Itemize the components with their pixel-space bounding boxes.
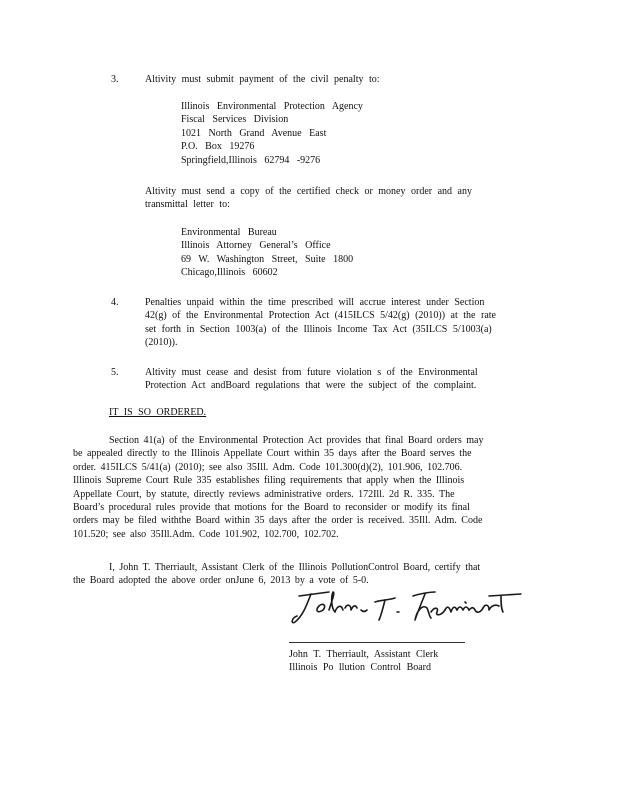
item-5-number: 5.: [111, 367, 119, 378]
item-5-line: Altivity must cease and desist from future violation s of the Environmental: [145, 367, 478, 378]
address-line: Environmental Bureau: [181, 227, 277, 238]
item-5-text: [145, 366, 478, 393]
item-4-line: set forth in Section 1003(a) of the Illinois Income Tax Act (35ILCS 5/1003(a): [145, 323, 492, 335]
address-line: Springfield,Illinois 62794 -9276: [181, 154, 321, 166]
address-line: 1021 North Grand Avenue East: [181, 127, 327, 139]
appeal-line: orders may be filed withthe Board within 35 days after the order is received. 35Ill. Adm. Code: [73, 515, 483, 527]
copy-address: [181, 226, 353, 280]
handwritten-signature: [289, 582, 529, 632]
appeal-paragraph: [73, 434, 483, 541]
item-5-line: Protection Act andBoard regulations that were the subject of the complaint.: [145, 380, 477, 392]
address-line: Illinois Attorney General’s Office: [181, 240, 331, 252]
signature-line: [289, 642, 465, 643]
address-line: 69 W. Washington Street, Suite 1800: [181, 253, 354, 265]
appeal-line: be appealed directly to the Illinois Appellate Court within 35 days after the Board serves the: [73, 448, 472, 460]
signatory-block: [289, 648, 438, 675]
copy-instructions: [145, 185, 472, 212]
item-3-text: Altivity must submit payment of the civil penalty to:: [145, 74, 380, 85]
certification-line: the Board adopted the above order onJune 6, 2013 by a vote of 5-0.: [73, 575, 369, 587]
item-4-line: (2010)).: [145, 337, 178, 349]
appeal-line: Illinois Supreme Court Rule 335 establishes filing requirements that apply when the Illinois: [73, 475, 465, 487]
item-4-number: 4.: [111, 297, 119, 308]
address-line: Chicago,Illinois 60602: [181, 267, 278, 279]
item-3-number: 3.: [111, 74, 119, 85]
appeal-line: Section 41(a) of the Environmental Protection Act provides that final Board orders may: [109, 435, 484, 446]
copy-instructions-line: transmittal letter to:: [145, 199, 230, 211]
so-ordered-heading: IT IS SO ORDERED.: [109, 407, 207, 418]
appeal-line: 101.520; see also 35Ill.Adm. Code 101.902, 102.700, 102.702.: [73, 528, 339, 540]
copy-instructions-line: Altivity must send a copy of the certified check or money order and any: [145, 186, 472, 197]
item-4-line: Penalties unpaid within the time prescribed will accrue interest under Section: [145, 297, 485, 308]
signatory-organization: Illinois Po llution Control Board: [289, 662, 432, 674]
address-line: Fiscal Services Division: [181, 114, 289, 126]
appeal-line: order. 415ILCS 5/41(a) (2010); see also 35Ill. Adm. Code 101.300(d)(2), 101.906, 102.706.: [73, 461, 463, 473]
item-4-line: 42(g) of the Environmental Protection Act (415ILCS 5/42(g) (2010)) at the rate: [145, 310, 496, 322]
signatory-name: John T. Therriault, Assistant Clerk: [289, 649, 439, 660]
payment-address: [181, 100, 363, 167]
address-line: Illinois Environmental Protection Agency: [181, 101, 363, 112]
certification-line: I, John T. Therriault, Assistant Clerk of the Illinois PollutionControl Board, certify that: [109, 562, 481, 573]
item-4-text: [145, 296, 496, 350]
address-line: P.O. Box 19276: [181, 141, 255, 153]
appeal-line: Appellate Court, by statute, directly reviews administrative orders. 172Ill. 2d R. 335. The: [73, 488, 455, 500]
appeal-line: Board’s procedural rules provide that motions for the Board to reconsider or modify its final: [73, 502, 470, 514]
